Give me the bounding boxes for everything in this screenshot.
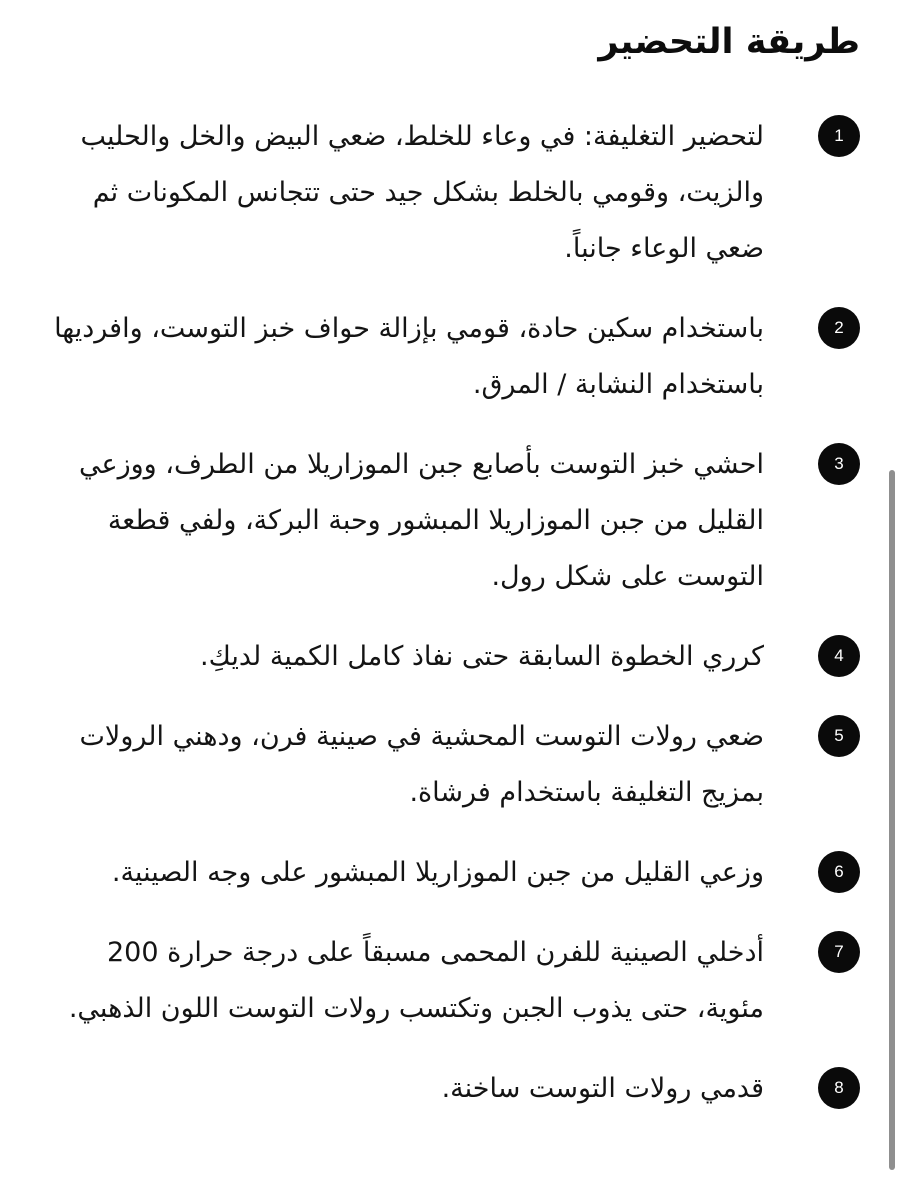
steps-list [40,109,860,1117]
step-number-badge: 6 [818,851,860,893]
step-text: قدمي رولات التوست ساخنة. [441,1073,764,1104]
step-number-badge: 8 [818,1067,860,1109]
step-6 [40,845,860,901]
step-8 [40,1061,860,1117]
step-number-badge: 1 [818,115,860,157]
step-2 [40,301,860,413]
step-5 [40,709,860,821]
step-number-badge: 7 [818,931,860,973]
step-text: احشي خبز التوست بأصابع جبن الموزاريلا من الطرف، ووزعي القليل من جبن الموزاريلا المبشور وحبة البركة، ولفي قطعة التوست على شكل رول. [78,449,764,592]
section-title: طريقة التحضير [598,22,860,62]
step-text: أدخلي الصينية للفرن المحمى مسبقاً على درجة حرارة 200 مئوية، حتى يذوب الجبن وتكتسب رولات التوست اللون الذهبي. [68,937,764,1024]
step-text: باستخدام سكين حادة، قومي بإزالة حواف خبز التوست، وافرديها باستخدام النشابة / المرق. [54,313,764,400]
step-text: لتحضير التغليفة: في وعاء للخلط، ضعي البيض والخل والحليب والزيت، وقومي بالخلط بشكل جيد حتى تتجانس المكونات ثم ضعي الوعاء جانباً. [80,121,764,264]
step-number-badge: 5 [818,715,860,757]
step-number-badge: 4 [818,635,860,677]
step-number-badge: 2 [818,307,860,349]
step-text: ضعي رولات التوست المحشية في صينية فرن، ودهني الرولات بمزيج التغليفة باستخدام فرشاة. [79,721,764,808]
step-text: كرري الخطوة السابقة حتى نفاذ كامل الكمية لديكِ. [200,641,764,672]
step-text: وزعي القليل من جبن الموزاريلا المبشور على وجه الصينية. [111,857,764,888]
step-number-badge: 3 [818,443,860,485]
step-1 [40,109,860,277]
step-7 [40,925,860,1037]
step-3 [40,437,860,605]
step-4 [40,629,860,685]
vertical-scrollbar[interactable] [889,470,895,1170]
